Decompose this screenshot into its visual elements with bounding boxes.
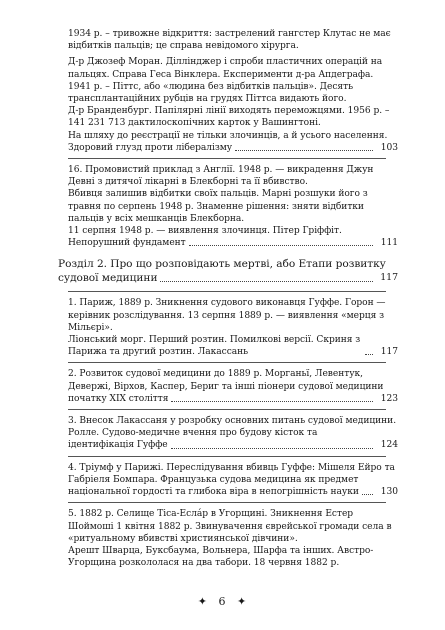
- divider: [68, 502, 386, 503]
- dotted-leader: [189, 245, 373, 246]
- toc-entry-text: 16. Промовистий приклад з Англії. 1948 р. — викрадення Джун Девні з дитячої лікарні в Блекборні та її вбивство.: [68, 165, 374, 188]
- divider: [68, 409, 386, 410]
- toc-entry-text: національної гордості та глибока віра в непогрішність науки: [68, 487, 359, 498]
- toc-entry-last-line: [58, 271, 398, 285]
- page-number: 130: [380, 487, 398, 498]
- page-number: 117: [380, 272, 398, 284]
- toc-entry: [68, 368, 398, 405]
- toc-entry-text: ідентифікація Гуффе: [68, 440, 168, 451]
- toc-entry-text: початку XIX століття: [68, 393, 169, 404]
- toc-entry-text: 1941 р. – Піттс, або «людина без відбитків пальців». Десять трансплантаційних рубців на грудях Піттса видають його.: [68, 81, 353, 105]
- page-number: 124: [380, 440, 398, 451]
- toc-entry-text: Непорушний фундамент: [68, 238, 186, 249]
- toc-entry-text: Здоровий глузд проти лібералізму: [68, 142, 233, 153]
- page-number: 111: [380, 238, 398, 249]
- ornament-icon: ✦: [237, 595, 248, 608]
- toc-entry: [68, 28, 398, 52]
- toc-entry-text: Вбивця залишив відбитки своїх пальців. Марні розшуки його з травня по серпень 1948 р. Знаменне рішення: зняти відбитки пальців у всіх мешканців Блекборна.: [68, 189, 368, 224]
- toc-entry-last-line: [68, 486, 398, 498]
- dotted-leader: [362, 494, 373, 495]
- toc-entry: [68, 56, 398, 154]
- toc-entry: [68, 508, 398, 569]
- dotted-leader: [171, 401, 373, 402]
- dotted-leader: [160, 281, 373, 282]
- toc-entry-text: На шляху до реєстрації не тільки злочинців, а й усього населення.: [68, 130, 388, 141]
- toc-entry-text: 5. 1882 р. Селище Тіса-Есла́р в Угорщині. Зникнення Естер Шоймоші 1 квітня 1882 р. Звинувачення єврейської громади села в «ритуальному вбивстві християнської дівчини».: [68, 509, 392, 544]
- page-footer: [0, 595, 445, 608]
- dotted-leader: [235, 150, 373, 151]
- toc-entry-text: 1934 р. – тривожне відкриття: застрелений гангстер Клутас не має відбитків пальців; це справа невідомого хірурга.: [68, 29, 391, 52]
- toc-entry-text: 1. Париж, 1889 р. Зникнення судового виконавця Гуффе. Горон — керівник розслідування. 13 серпня 1889 р. — виявлення «мерця з Мільєрі».: [68, 298, 386, 333]
- toc-entry-last-line: [68, 334, 398, 358]
- toc-entry-last-line: [68, 393, 398, 405]
- toc-entry-text: Ліонський морг. Перший розтин. Помилкові версії. Скриня з Парижа та другий розтин. Лакассань: [68, 335, 361, 358]
- page-number: 123: [380, 393, 398, 404]
- divider: [68, 291, 386, 292]
- toc-entry: [68, 297, 398, 358]
- toc-entry-text: 4. Тріумф у Парижі. Переслідування вбивць Гуффе: Мішеля Ейро та Габріеля Бомпара. Французька судова медицина як предмет: [68, 462, 395, 485]
- dotted-leader: [365, 354, 373, 355]
- toc-entry-last-line: [68, 439, 398, 451]
- toc-entry-text: Д-р Джозеф Моран. Діллінджер і спроби пластичних операцій на пальцях. Справа Геса Вінклера. Експерименти д-ра Апдеграфа.: [68, 57, 383, 80]
- toc-entry-text: Арешт Шварца, Буксбаума, Вольнера, Шарфа та інших. Австро-Угорщина розкололася на два табори. 18 червня 1882 р.: [68, 545, 374, 569]
- section-title: Розділ 2. Про що розповідають мертві, або Етапи розвитку: [58, 258, 386, 271]
- table-of-contents: [58, 28, 398, 569]
- toc-entry-text: Д-р Бранденбург. Папілярні лінії виходять переможцями. 1956 р. – 141 231 713 дактилоскопічних карток у Вашингтоні.: [68, 106, 390, 129]
- toc-entry-text: 2. Розвиток судової медицини до 1889 р. Морганьї, Левентук, Девержі, Вірхов, Каспер, Бериг та інші піонери судової медицини: [68, 369, 384, 392]
- dotted-leader: [171, 448, 373, 449]
- toc-entry-text: 3. Внесок Лакассаня у розробку основних питань судової медицини. Ролле. Судово-медичне вчення про будову кісток та: [68, 416, 397, 439]
- section-title: судової медицини: [58, 272, 158, 285]
- divider: [68, 456, 386, 457]
- divider: [68, 362, 386, 363]
- toc-entry: [68, 415, 398, 452]
- divider: [68, 158, 386, 159]
- toc-entry: [68, 164, 398, 249]
- page-number: 103: [380, 142, 398, 153]
- page-number: 117: [380, 347, 398, 358]
- toc-entry-last-line: [68, 142, 398, 154]
- toc-entry-last-line: [68, 237, 398, 249]
- ornament-icon: ✦: [197, 595, 208, 608]
- toc-entry-text: 11 серпня 1948 р. — виявлення злочинця. Пітер Гріффіт.: [68, 226, 342, 237]
- page-number: 6: [218, 595, 227, 608]
- toc-section-heading: [58, 257, 398, 285]
- toc-entry: [68, 462, 398, 499]
